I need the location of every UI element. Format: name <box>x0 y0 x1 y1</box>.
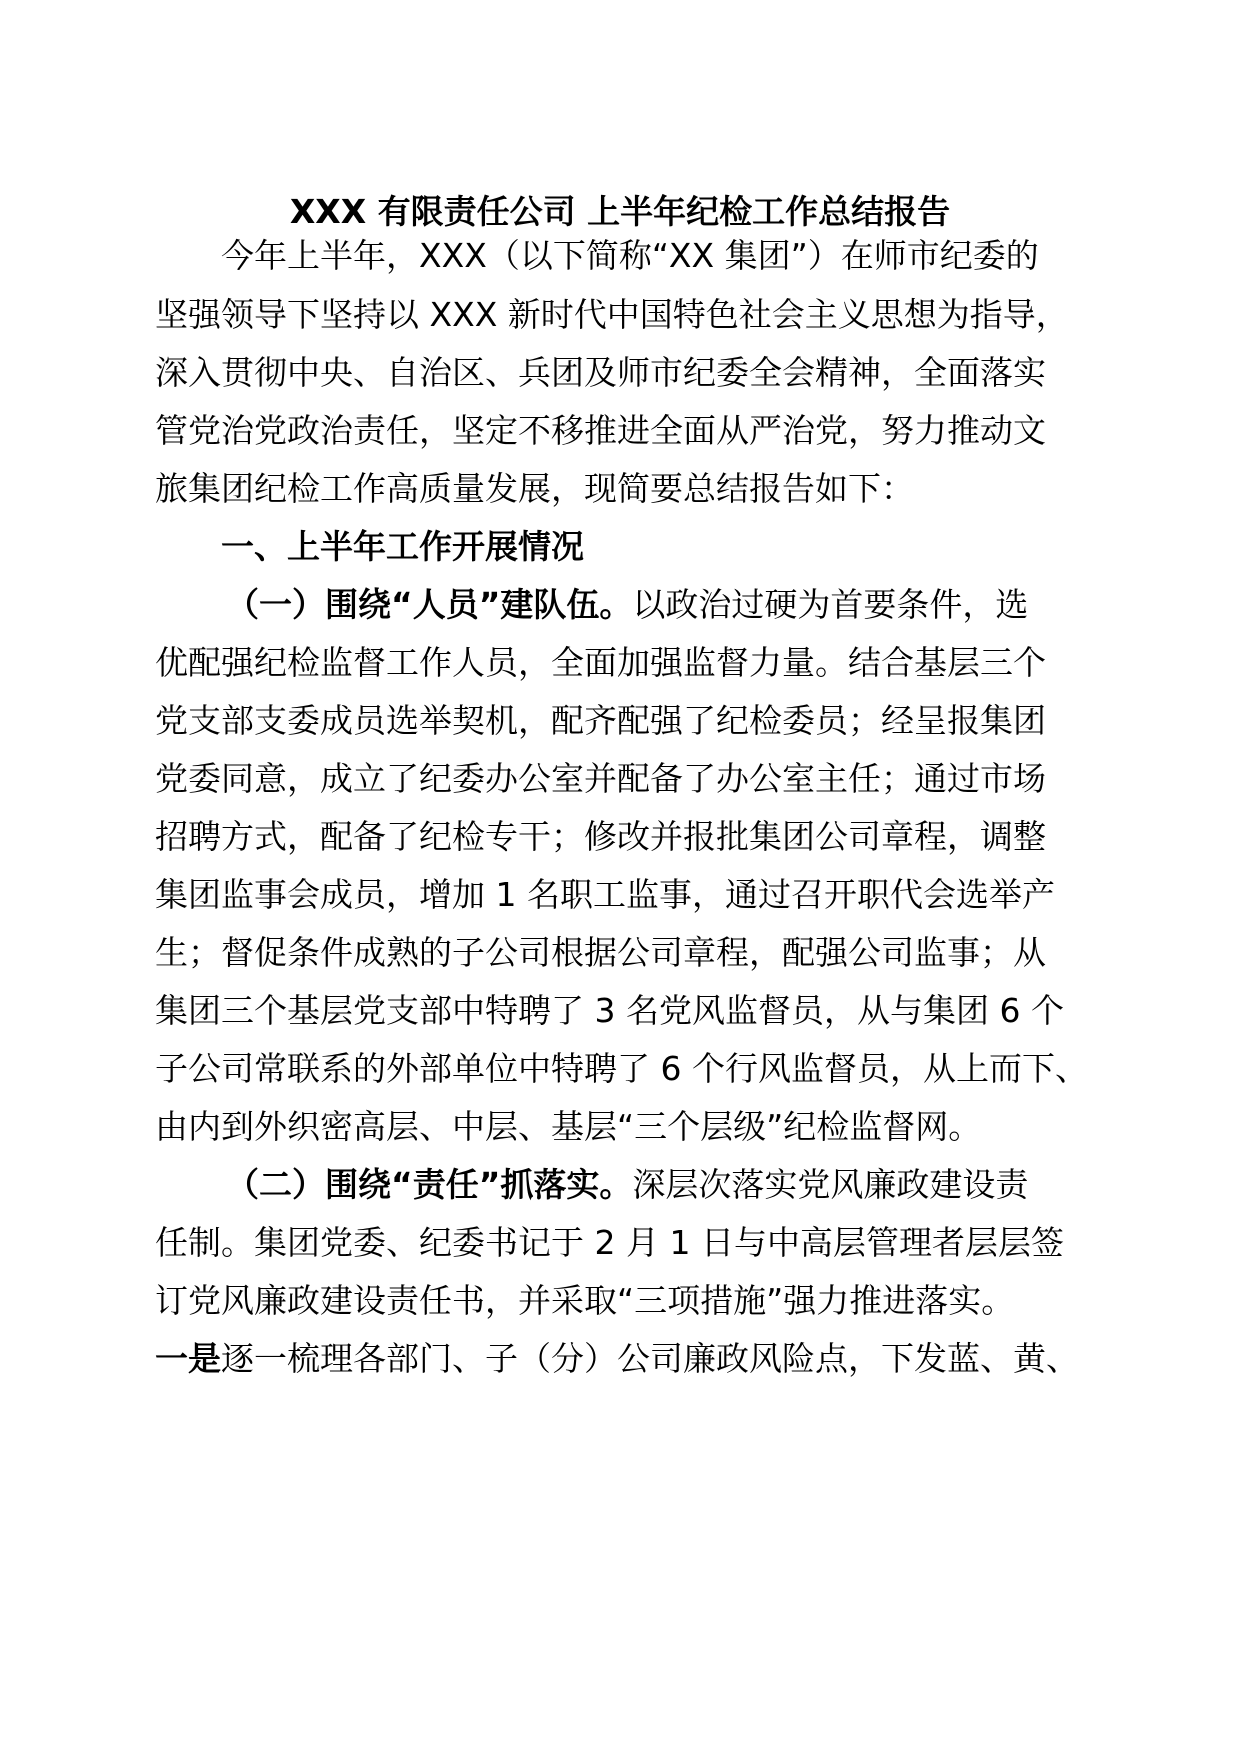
paragraph-line: 任制。集团党委、纪委书记于 2 月 1 日与中高层管理者层层签 <box>155 1223 1064 1262</box>
intro-line: 旅集团纪检工作高质量发展，现简要总结报告如下： <box>155 469 914 508</box>
paragraph-text: 以政治过硬为首要条件，选 <box>632 585 1029 624</box>
paragraph-line: 党支部支委成员选举契机，配齐配强了纪检委员；经呈报集团 <box>155 701 1046 740</box>
paragraph-line <box>155 1335 1079 1383</box>
intro-line: 坚强领导下坚持以 XXX 新时代中国特色社会主义思想为指导， <box>155 295 1069 334</box>
paragraph-line: 生；督促条件成熟的子公司根据公司章程，配强公司监事；从 <box>155 933 1046 972</box>
paragraph-text: 深层次落实党风廉政建设责 <box>632 1165 1029 1204</box>
intro-line: 今年上半年，XXX（以下简称“XX 集团”）在师市纪委的 <box>221 236 1039 275</box>
paragraph-line: 招聘方式，配备了纪检专干；修改并报批集团公司章程，调整 <box>155 817 1046 856</box>
intro-line: 深入贯彻中央、自治区、兵团及师市纪委全会精神，全面落实 <box>155 353 1046 392</box>
paragraph-line: 子公司常联系的外部单位中特聘了 6 个行风监督员，从上而下、 <box>155 1049 1088 1088</box>
paragraph-line: 优配强纪检监督工作人员，全面加强监督力量。结合基层三个 <box>155 643 1046 682</box>
paragraph-text: 逐一梳理各部门、子（分）公司廉政风险点，下发蓝、黄、 <box>221 1339 1079 1378</box>
paragraph-line: 集团三个基层党支部中特聘了 3 名党风监督员，从与集团 6 个 <box>155 991 1064 1030</box>
list-marker: 一是 <box>155 1339 221 1378</box>
document-title: XXX 有限责任公司 上半年纪检工作总结报告 <box>289 192 951 231</box>
subsection-heading: （一）围绕“人员”建队伍。 <box>226 585 633 624</box>
subsection-first-line <box>226 1161 1028 1209</box>
subsection-heading: （二）围绕“责任”抓落实。 <box>226 1165 633 1204</box>
subsection-first-line <box>226 581 1028 629</box>
paragraph-line: 党委同意，成立了纪委办公室并配备了办公室主任；通过市场 <box>155 759 1046 798</box>
paragraph-line: 集团监事会成员，增加 1 名职工监事，通过召开职代会选举产 <box>155 875 1055 914</box>
paragraph-line: 订党风廉政建设责任书，并采取“三项措施”强力推进落实。 <box>155 1281 1015 1320</box>
intro-line: 管党治党政治责任，坚定不移推进全面从严治党，努力推动文 <box>155 411 1046 450</box>
paragraph-line: 由内到外织密高层、中层、基层“三个层级”纪检监督网。 <box>155 1107 982 1146</box>
section-heading: 一、上半年工作开展情况 <box>221 527 584 566</box>
